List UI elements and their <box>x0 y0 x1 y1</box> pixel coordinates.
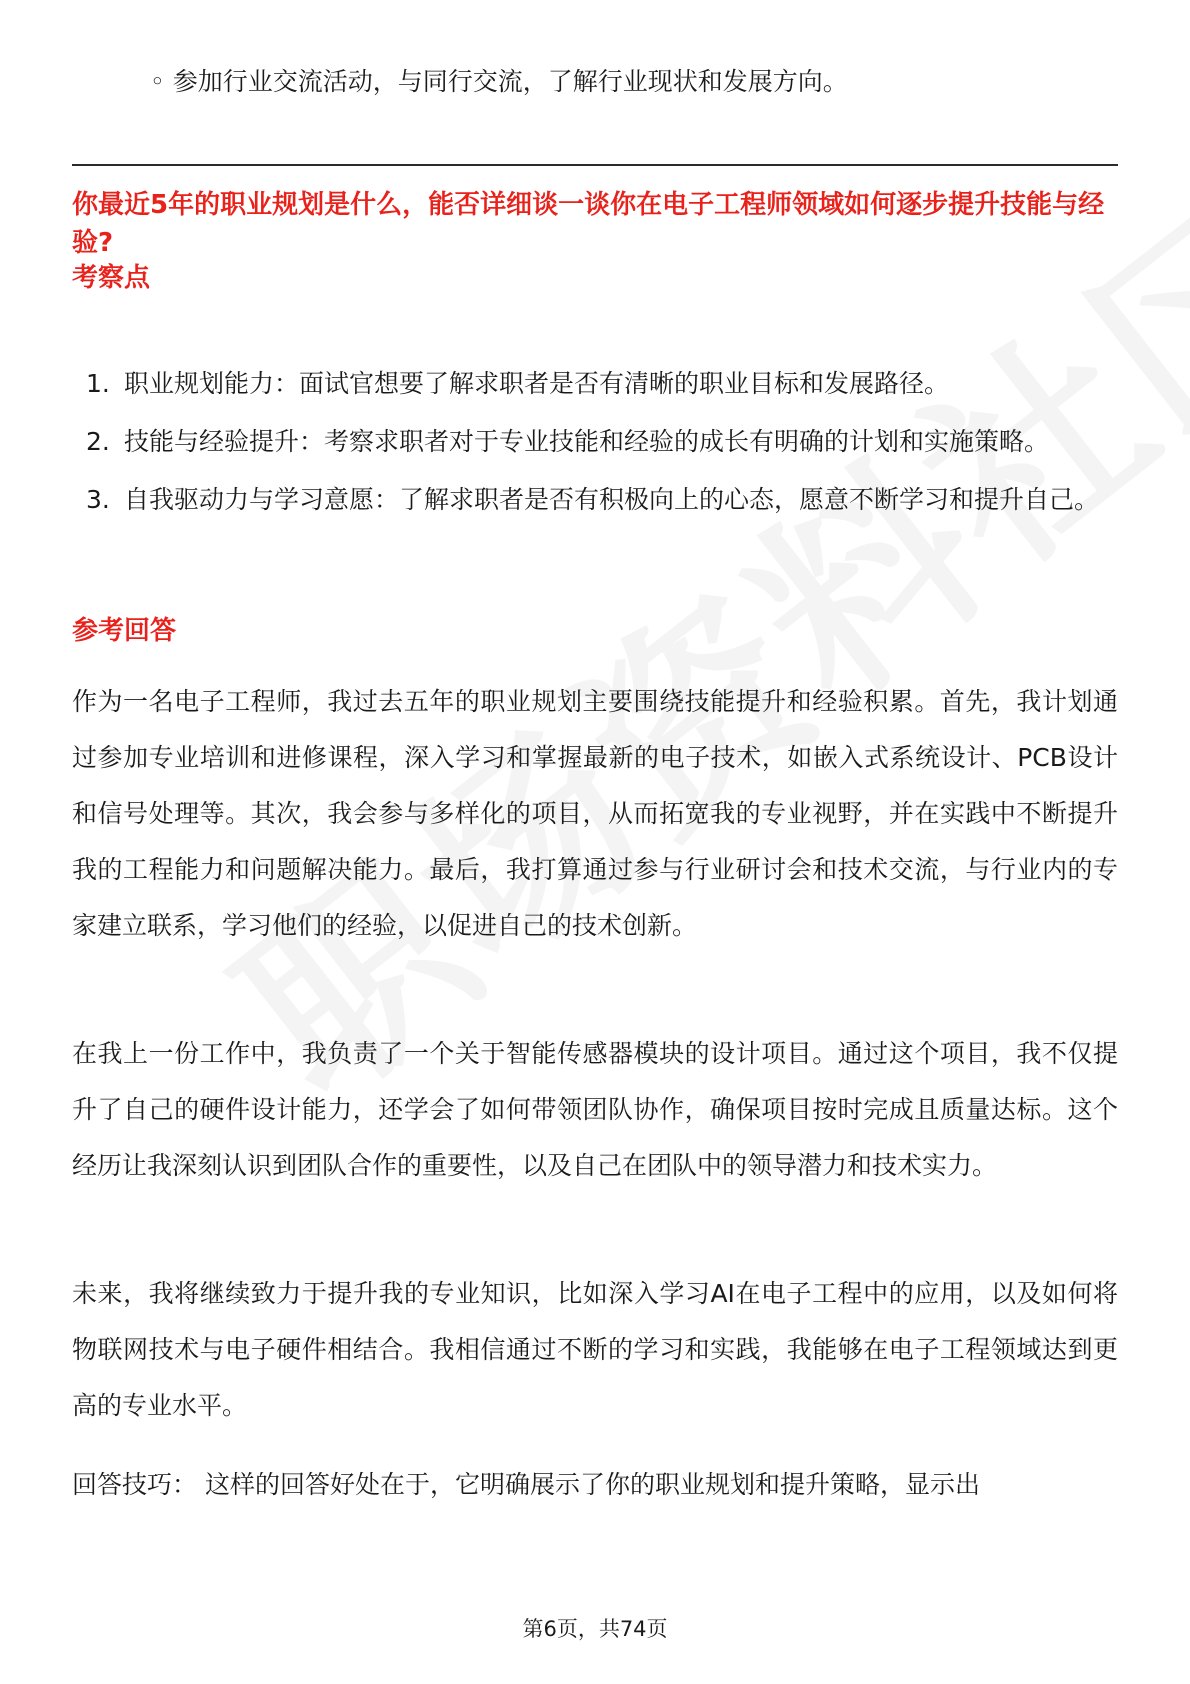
section-divider <box>72 164 1118 166</box>
carryover-bullet: ◦ 参加行业交流活动，与同行交流，了解行业现状和发展方向。 <box>150 67 848 96</box>
answer-title: 参考回答 <box>72 616 177 646</box>
point-number: 3. <box>86 485 110 514</box>
page-number-footer: 第6页，共74页 <box>522 1617 668 1641</box>
point-item <box>72 414 1118 470</box>
point-number: 2. <box>86 427 110 456</box>
point-text: 职业规划能力：面试官想要了解求职者是否有清晰的职业目标和发展路径。 <box>124 369 950 398</box>
answer-paragraph: 在我上一份工作中，我负责了一个关于智能传感器模块的设计项目。通过这个项目，我不仅提升了自己的硬件设计能力，还学会了如何带领团队协作，确保项目按时完成且质量达标。这个经历让我深刻认识到团队合作的重要性，以及自己在团队中的领导潜力和技术实力。 <box>72 1039 1118 1180</box>
answer-tips: 回答技巧： 这样的回答好处在于，它明确展示了你的职业规划和提升策略，显示出 <box>72 1470 980 1499</box>
points-list <box>72 356 1118 530</box>
point-text: 技能与经验提升：考察求职者对于专业技能和经验的成长有明确的计划和实施策略。 <box>124 427 1050 456</box>
answer-paragraph: 作为一名电子工程师，我过去五年的职业规划主要围绕技能提升和经验积累。首先，我计划通过参加专业培训和进修课程，深入学习和掌握最新的电子技术，如嵌入式系统设计、PCB设计和信号处理等。其次，我会参与多样化的项目，从而拓宽我的专业视野，并在实践中不断提升我的工程能力和问题解决能力。最后，我打算通过参与行业研讨会和技术交流，与行业内的专家建立联系，学习他们的经验，以促进自己的技术创新。 <box>72 687 1118 940</box>
question-heading: 你最近5年的职业规划是什么，能否详细谈一谈你在电子工程师领域如何逐步提升技能与经验? <box>72 190 1105 258</box>
points-title: 考察点 <box>72 263 151 293</box>
point-item <box>72 356 1118 412</box>
point-item <box>72 472 1118 528</box>
point-text: 自我驱动力与学习意愿：了解求职者是否有积极向上的心态，愿意不断学习和提升自己。 <box>124 485 1100 514</box>
answer-paragraph: 未来，我将继续致力于提升我的专业知识，比如深入学习AI在电子工程中的应用，以及如何将物联网技术与电子硬件相结合。我相信通过不断的学习和实践，我能够在电子工程领域达到更高的专业水平。 <box>72 1279 1118 1420</box>
point-number: 1. <box>86 369 110 398</box>
